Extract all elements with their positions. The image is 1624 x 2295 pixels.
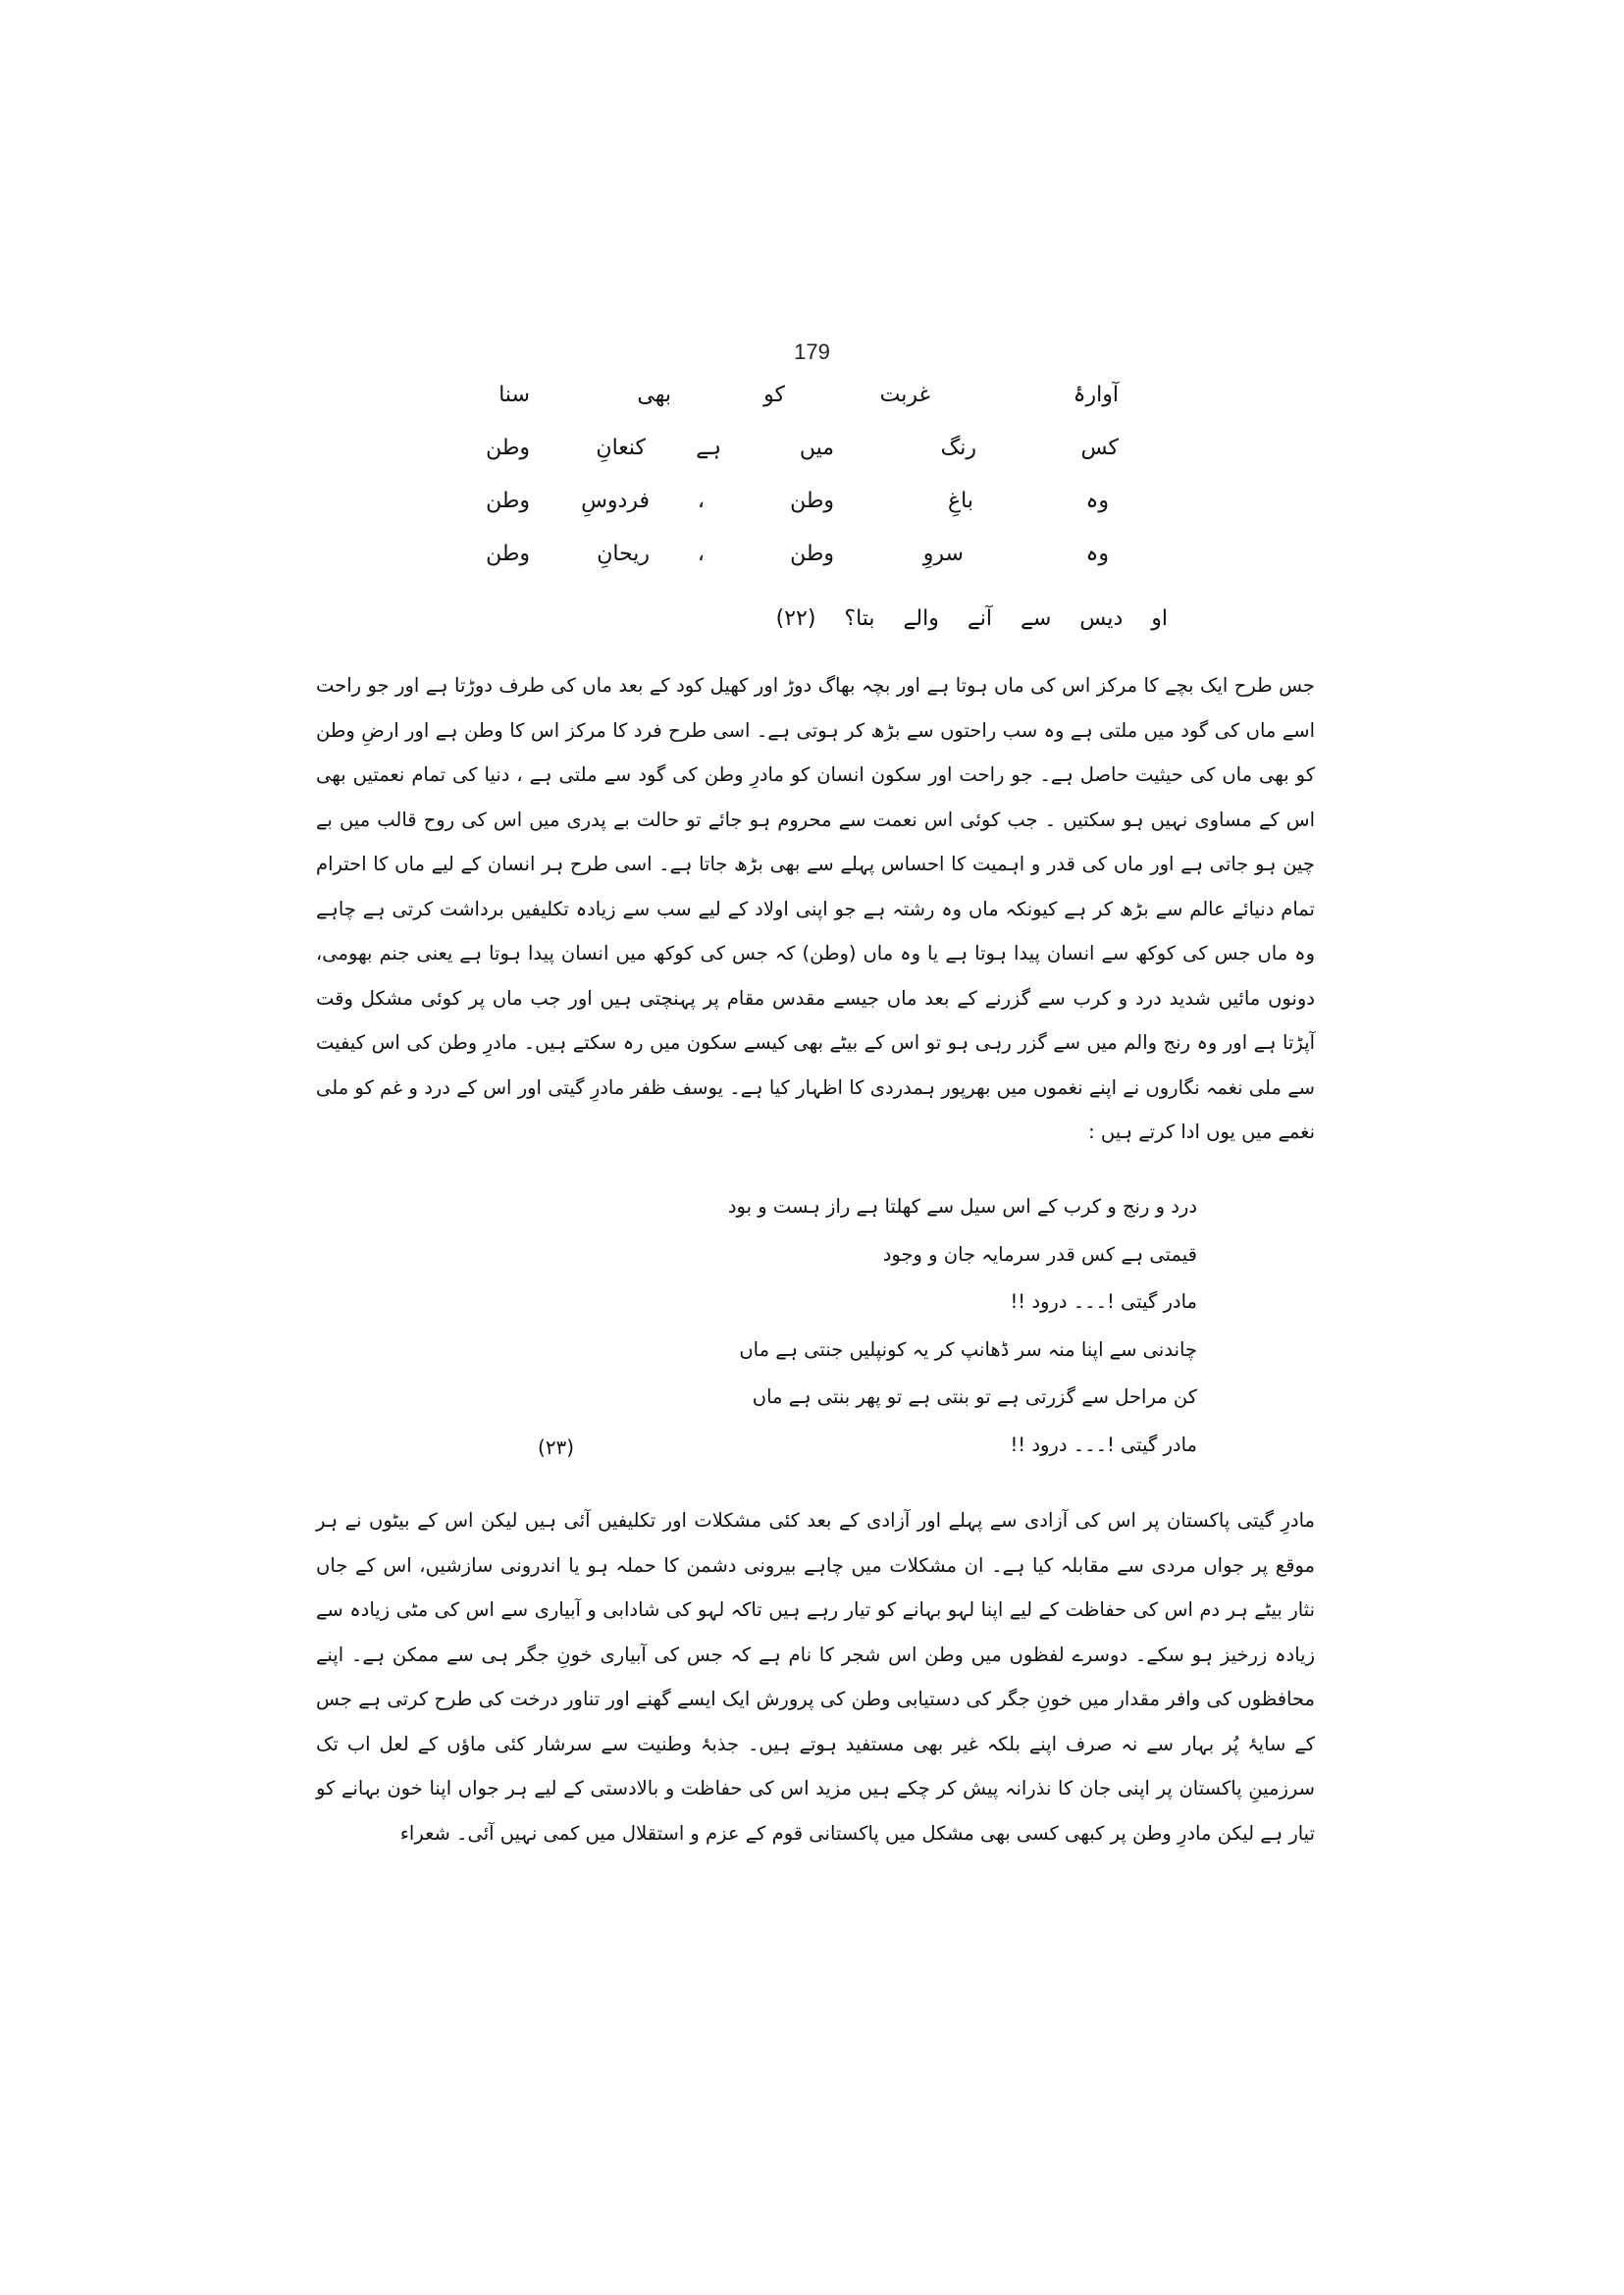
quote-block [687, 1183, 1197, 1469]
verse-word: باغِ [948, 489, 973, 513]
verse-word: وطن [486, 542, 530, 566]
quote-reference: (۲۳) [538, 1435, 575, 1459]
verse-word: آوارۂ [1073, 383, 1119, 407]
verse-word: وہ [1085, 489, 1109, 513]
verse-block [486, 375, 1119, 587]
verse-word: وطن [486, 436, 530, 460]
quote-line: درد و رنج و کرب کے اس سیل سے کھلتا ہے راز ہست و بود [727, 1195, 1197, 1218]
verse-word: میں [799, 436, 834, 460]
quote-line: چاندنی سے اپنا منہ سر ڈھانپ کر یہ کونپلیں جنتی ہے ماں [739, 1337, 1197, 1361]
verse-word: کنعانِ [596, 436, 646, 460]
verse-word: سروِ [922, 542, 964, 566]
verse-word: وطن [790, 542, 834, 566]
verse-word: سنا [498, 383, 530, 407]
verse-word: ، [697, 489, 705, 513]
verse-row [486, 534, 1119, 587]
verse-word: ریحانِ [597, 542, 650, 566]
page-number: 179 [794, 339, 830, 364]
paragraph-2: مادرِ گیتی پاکستان پر اس کی آزادی سے پہلے اور آزادی کے بعد کئی مشکلات اور تکلیفیں آئی ہیں لیکن اس کے بیٹوں نے ہر موقع پر جواں مردی سے مقابلہ کیا ہے۔ ان مشکلات میں چاہے بیرونی دشمن کا حملہ ہو یا اندرونی سازشیں، اس کے جاں نثار بیٹے ہر دم اس کی حفاظت کے لیے اپنا لہو بہانے کو تیار رہے ہیں تاکہ لہو کی شادابی و آبیاری سے اس کی مٹی زیادہ سے زیادہ زرخیز ہو سکے۔ دوسرے لفظوں میں وطن اس شجر کا نام ہے کہ جس کی آبیاری خونِ جگر ہی سے ممکن ہے۔ اپنے محافظوں کی وافر مقدار میں خونِ جگر کی دستیابی وطن کی پرورش ایک ایسے گھنے اور تناور درخت کی طرح کرتی ہے جس کے سایۂ پُر بہار سے نہ صرف اپنے بلکہ غیر بھی مستفید ہوتے ہیں۔ جذبۂ وطنیت سے سرشار کئی ماؤں کے لعل اب تک سرزمینِ پاکستان پر اپنی جان کا نذرانہ پیش کر چکے ہیں مزید اس کی حفاظت و بالادستی کے لیے ہر جواں اپنا خون بہانے کو تیار ہے لیکن مادرِ وطن پر کبھی کسی بھی مشکل میں پاکستانی قوم کے عزم و استقلال میں کمی نہیں آئی۔ شعراء [316, 1509, 1315, 1845]
verse-word: رنگ [940, 436, 976, 460]
verse-row [486, 428, 1119, 481]
verse-word: فردوسِ [581, 489, 650, 513]
paragraph-1: جس طرح ایک بچے کا مرکز اس کی ماں ہوتا ہے اور بچہ بھاگ دوڑ اور کھیل کود کے بعد ماں کی طرف دوڑتا ہے اور جو راحت اسے ماں کی گود میں ملتی ہے وہ سب راحتوں سے بڑھ کر ہوتی ہے۔ اسی طرح فرد کا مرکز اس کا وطن ہے اور ارضِ وطن کو بھی ماں کی حیثیت حاصل ہے۔ جو راحت اور سکون انسان کو مادرِ وطن کی گود سے ملتی ہے ، دنیا کی تمام نعمتیں بھی اس کے مساوی نہیں ہو سکتیں ۔ جب کوئی اس نعمت سے محروم ہو جائے تو حالت بے پدری میں اس کی روح قالب میں بے چین ہو جاتی ہے اور ماں کی قدر و اہمیت کا احساس پہلے سے بھی بڑھ جاتا ہے۔ اسی طرح ہر انسان کے لیے ماں کا احترام تمام دنیائے عالم سے بڑھ کر ہے کیونکہ ماں وہ رشتہ ہے جو اپنی اولاد کے لیے سب سے زیادہ تکلیفیں برداشت کرتی ہے چاہے وہ ماں جس کی کوکھ سے انسان پیدا ہوتا ہے یا وہ ماں (وطن) کہ جس کی کوکھ میں انسان پیدا ہوتا ہے یعنی جنم بھومی، دونوں مائیں شدید درد و کرب سے گزرنے کے بعد ماں جیسے مقدس مقام پر پہنچتی ہیں اور جب ماں پر کوئی مشکل وقت آپڑتا ہے اور وہ رنج والم میں سے گزر رہی ہو تو اس کے بیٹے بھی کیسے سکون میں رہ سکتے ہیں۔ مادرِ وطن کی اس کیفیت سے ملی نغمہ نگاروں نے اپنے نغموں میں بھرپور ہمدردی کا اظہار کیا ہے۔ یوسف ظفر مادرِ گیتی اور اس کے درد و غم کو ملی نغمے میں یوں ادا کرتے ہیں : [316, 674, 1315, 1143]
verse-row [486, 481, 1119, 534]
verse-word: وطن [790, 489, 834, 513]
verse-word: وہ [1085, 542, 1109, 566]
quote-line: مادر گیتی !۔۔۔ درود !! [1010, 1290, 1197, 1313]
verse-row [491, 375, 1119, 428]
verse-word: بھی [637, 383, 671, 407]
verse-word: غربت [879, 383, 930, 407]
verse-word: وطن [486, 489, 530, 513]
verse-word: کو [763, 383, 785, 407]
verse-word: ، [697, 542, 705, 566]
verse-word: کس [1080, 436, 1119, 460]
quote-line: کن مراحل سے گزرتی ہے تو بنتی ہے تو پھر بنتی ہے ماں [752, 1385, 1197, 1408]
verse-word: ہے [696, 436, 721, 460]
quote-line: مادر گیتی !۔۔۔ درود !! [1010, 1433, 1197, 1456]
verse-last-line: او دیس سے آنے والے بتا؟ (۲۲) [775, 606, 1168, 631]
quote-line: قیمتی ہے کس قدر سرمایہ جان و وجود [882, 1242, 1197, 1266]
